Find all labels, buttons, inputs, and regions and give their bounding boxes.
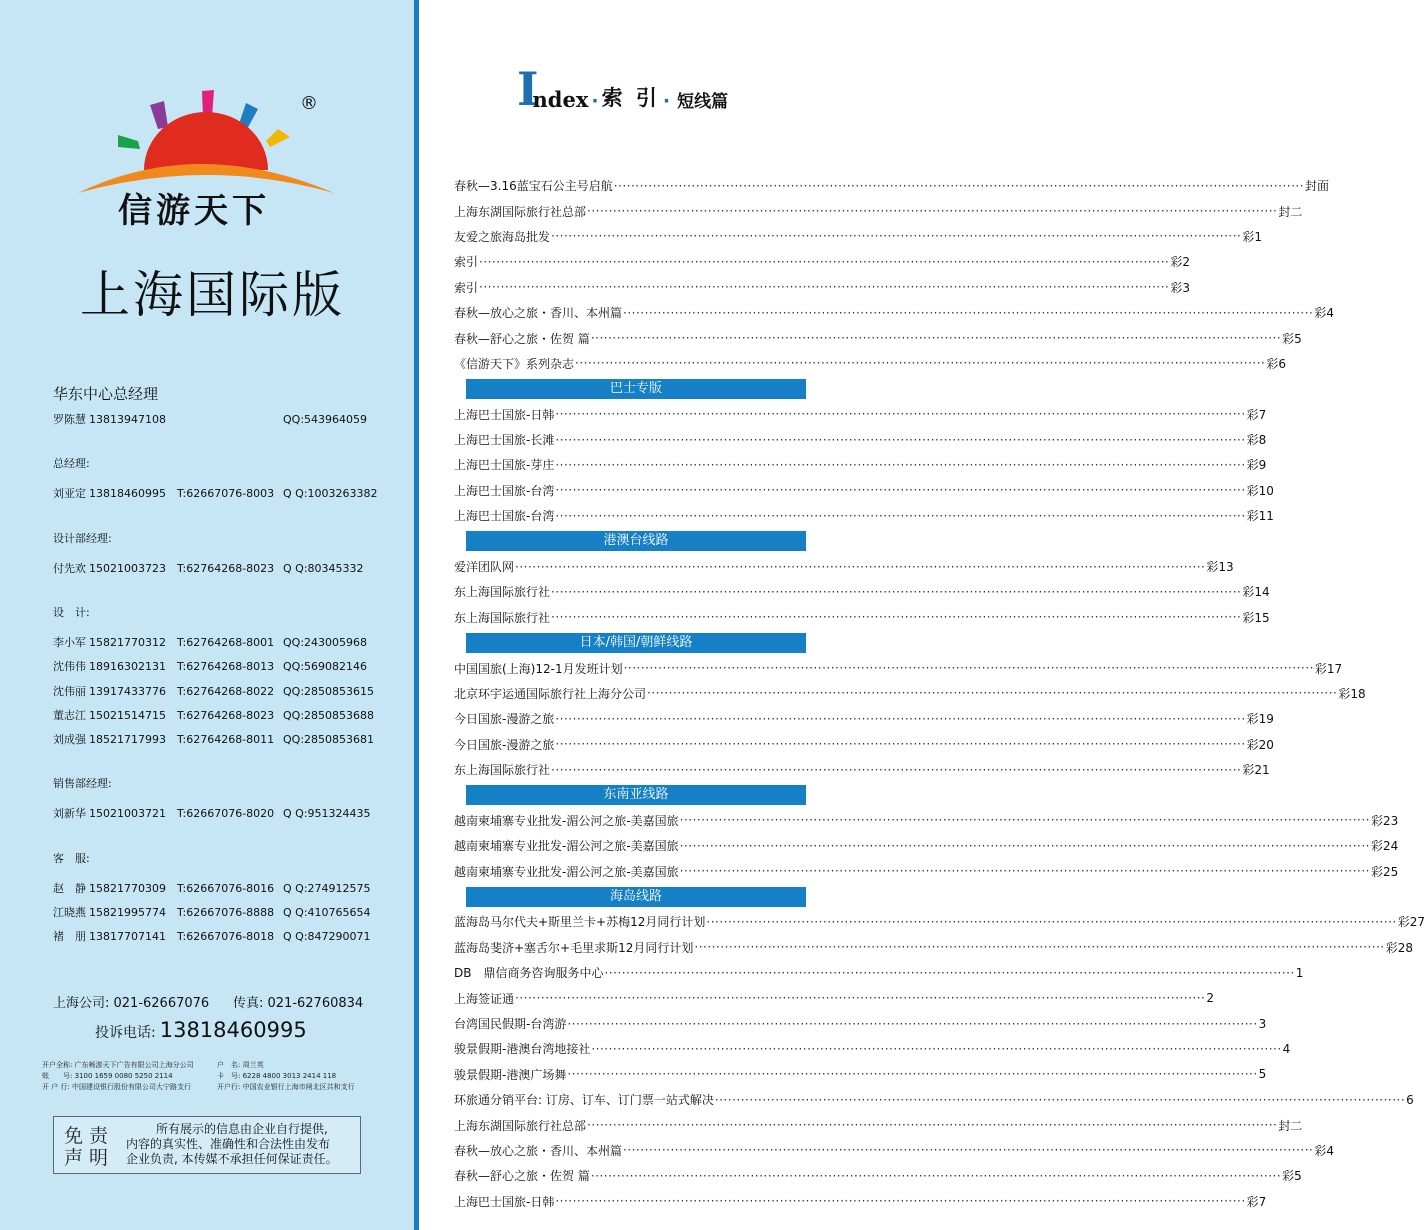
- contact-phone: 15021514715: [89, 708, 166, 722]
- contact-row: [53, 658, 367, 674]
- index-item-title: 东上海国际旅行社: [454, 610, 551, 625]
- leader-dots: ································································································································································: [555, 711, 1246, 726]
- index-item-page: 彩5: [1282, 331, 1302, 346]
- contact-row: [53, 731, 374, 747]
- index-item-title: 爱洋团队网: [454, 560, 515, 575]
- contact-row: [53, 805, 371, 821]
- contact-name: 沈伟丽: [53, 684, 86, 698]
- account-name-1: 开户全称: 广东畅游天下广告有限公司上海分公司: [42, 1061, 194, 1069]
- leader-dots: ································································································································································: [591, 1041, 1282, 1056]
- leader-dots: ································································································································································: [515, 559, 1206, 574]
- disclaimer-box: [53, 1116, 361, 1174]
- index-item-page: 封二: [1278, 204, 1303, 219]
- index-item-page: 彩10: [1246, 483, 1274, 498]
- index-item[interactable]: [454, 452, 1267, 477]
- east-manager-title: 华东中心总经理: [53, 385, 159, 403]
- index-item[interactable]: [454, 173, 1330, 198]
- registered-mark: ®: [300, 93, 318, 114]
- index-item-title: 上海签证通: [454, 991, 515, 1006]
- contact-name: 褚 朋: [53, 930, 86, 944]
- index-item-title: 春秋—放心之旅・香川、本州篇: [454, 1143, 623, 1158]
- index-item-title: DB 鼎信商务咨询服务中心: [454, 966, 604, 981]
- index-item-page: 彩20: [1246, 737, 1274, 752]
- contact-phone: 18916302131: [89, 660, 166, 674]
- leader-dots: ································································································································································: [555, 432, 1246, 447]
- index-item-page: 3: [1258, 1016, 1267, 1031]
- contact-section-heading: 销售部经理:: [53, 777, 112, 791]
- right-panel: [419, 0, 1425, 1230]
- index-item-title: 春秋—放心之旅・香川、本州篇: [454, 306, 623, 321]
- leader-dots: ································································································································································: [679, 838, 1370, 853]
- leader-dots: ································································································································································: [515, 991, 1206, 1006]
- index-item[interactable]: [454, 935, 1413, 960]
- index-item[interactable]: [454, 909, 1425, 934]
- leader-dots: ································································································································································: [587, 1118, 1278, 1133]
- index-item-title: 上海巴士国旅-台湾: [454, 483, 555, 498]
- contact-section-heading: 客 服:: [53, 851, 90, 865]
- index-item-page: 彩23: [1370, 813, 1399, 828]
- leader-dots: ································································································································································: [555, 407, 1246, 422]
- contact-row: [53, 707, 374, 723]
- index-item-title: 蓝海岛马尔代夫+斯里兰卡+苏梅12月同行计划: [454, 915, 706, 930]
- contact-row: [53, 411, 367, 427]
- leader-dots: ································································································································································: [567, 1016, 1258, 1031]
- index-item[interactable]: [454, 858, 1399, 883]
- index-item-page: 彩8: [1246, 433, 1267, 448]
- contact-row: [53, 560, 364, 576]
- leader-dots: ································································································································································: [587, 204, 1278, 219]
- header-dot-1: ·: [591, 90, 599, 112]
- index-item-page: 彩28: [1385, 940, 1413, 955]
- index-item-title: 越南柬埔寨专业批发-湄公河之旅-美嘉国旅: [454, 839, 679, 854]
- index-item[interactable]: [454, 351, 1286, 376]
- leader-dots: ································································································································································: [551, 584, 1242, 599]
- index-item-title: 上海东湖国际旅行社总部: [454, 204, 587, 219]
- index-item[interactable]: [454, 224, 1262, 249]
- index-item-page: 2: [1206, 991, 1214, 1006]
- index-item-page: 彩13: [1206, 560, 1234, 575]
- leader-dots: ································································································································································: [679, 813, 1370, 828]
- index-item-title: 春秋—舒心之旅・佐贺 篇: [454, 331, 590, 346]
- index-cn-title: 索 引: [601, 86, 660, 110]
- index-item-title: 春秋—舒心之旅・佐贺 篇: [454, 1169, 590, 1184]
- index-item[interactable]: [454, 478, 1274, 503]
- contact-phone: 13917433776: [89, 684, 166, 698]
- index-item-title: 《信游天下》系列杂志: [454, 356, 575, 371]
- index-item-page: 封面: [1305, 179, 1330, 194]
- office-phone-text: 上海公司: 021-62667076: [53, 996, 210, 1011]
- index-item-page: 彩18: [1338, 686, 1366, 701]
- contact-tel: T:62667076-8016: [177, 881, 275, 895]
- index-item-page: 彩4: [1314, 1143, 1334, 1158]
- index-item[interactable]: [454, 503, 1274, 528]
- contact-name: 刘成强: [53, 733, 86, 746]
- index-item-title: 今日国旅-漫游之旅: [454, 737, 555, 752]
- disclaimer-line-3: 企业负责, 本传媒不承担任何保证责任。: [126, 1152, 338, 1166]
- contact-name: 罗陈慧: [53, 413, 86, 426]
- leader-dots: ································································································································································: [623, 305, 1314, 320]
- disclaimer-label: 免责声明: [64, 1125, 115, 1169]
- index-item[interactable]: [454, 402, 1267, 427]
- contact-phone: 15021003721: [89, 807, 166, 821]
- contact-row: [53, 485, 378, 501]
- index-item[interactable]: [454, 554, 1234, 579]
- complaint-label: 投诉电话:: [95, 1025, 156, 1041]
- contact-row: [53, 683, 374, 699]
- index-item-title: 上海巴士国旅-日韩: [454, 1194, 555, 1209]
- contact-qq: QQ:2850853688: [283, 708, 375, 722]
- leader-dots: ································································································································································: [613, 178, 1305, 193]
- index-item[interactable]: [454, 300, 1334, 325]
- index-item-title: 台湾国民假期-台湾游: [454, 1017, 567, 1031]
- contact-section-heading: 设 计:: [53, 606, 90, 619]
- contact-name: 赵 静: [53, 881, 86, 895]
- leader-dots: ································································································································································: [479, 254, 1170, 269]
- contact-phone: 18521717993: [89, 733, 166, 746]
- contact-row: [53, 904, 371, 920]
- contact-name: 刘亚定: [53, 487, 86, 501]
- index-item-page: 4: [1282, 1041, 1291, 1056]
- index-item-page: 彩19: [1246, 712, 1274, 727]
- index-item[interactable]: [454, 833, 1399, 858]
- index-item-page: 彩3: [1170, 280, 1190, 295]
- leader-dots: ································································································································································: [706, 914, 1397, 929]
- index-item[interactable]: [454, 1036, 1291, 1061]
- contact-phone: 13813947108: [89, 413, 166, 426]
- index-item[interactable]: [454, 1087, 1414, 1112]
- leader-dots: ································································································································································: [551, 229, 1242, 244]
- account-name-2: 户 名: 周兰英: [217, 1061, 264, 1069]
- leader-dots: ································································································································································: [604, 965, 1295, 980]
- index-item[interactable]: [454, 757, 1270, 782]
- contact-tel: T:62667076-8018: [177, 930, 275, 944]
- index-item[interactable]: [454, 579, 1270, 604]
- contact-qq: QQ:2850853615: [283, 684, 375, 698]
- brand-name: 信游天下: [118, 191, 270, 231]
- bank-info: [42, 1060, 382, 1093]
- bank-1: 开 户 行: 中国建设银行股份有限公司大宁路支行: [42, 1083, 192, 1091]
- index-category-bar: 日本/韩国/朝鲜线路: [466, 633, 806, 653]
- index-item-page: 彩15: [1242, 610, 1270, 625]
- index-item-page: 彩17: [1314, 661, 1343, 676]
- index-item-title: 上海东湖国际旅行社总部: [454, 1118, 587, 1133]
- index-initial: I: [517, 62, 539, 116]
- index-item[interactable]: [454, 1062, 1267, 1087]
- leader-dots: ································································································································································: [714, 1092, 1406, 1107]
- contact-row: [53, 634, 367, 650]
- index-item[interactable]: [454, 732, 1274, 757]
- bank-2: 开户行: 中国农业银行上海市闸北区共和支行: [217, 1083, 355, 1091]
- index-category-bar: 港澳台线路: [466, 531, 806, 551]
- disclaimer-text: [126, 1122, 356, 1167]
- leader-dots: ································································································································································: [555, 483, 1246, 498]
- index-item-page: 彩14: [1242, 585, 1270, 600]
- leader-dots: ································································································································································: [551, 762, 1242, 777]
- leader-dots: ································································································································································: [555, 737, 1246, 752]
- complaint-number: 13818460995: [159, 1018, 307, 1042]
- contact-phone: 15021003723: [89, 561, 166, 575]
- contact-qq: Q Q:274912575: [283, 881, 371, 895]
- index-item-title: 上海巴士国旅-台湾: [454, 509, 555, 524]
- index-item-page: 彩2: [1170, 255, 1190, 270]
- disclaimer-line-1: 所有展示的信息由企业自行提供,: [156, 1122, 328, 1136]
- edition-title: 上海国际版: [80, 266, 345, 324]
- index-item[interactable]: [454, 1112, 1303, 1137]
- contact-tel: T:62667076-8020: [177, 807, 275, 821]
- index-item[interactable]: [454, 655, 1343, 680]
- index-item-page: 彩25: [1370, 864, 1399, 879]
- index-item-page: 彩7: [1246, 407, 1267, 422]
- index-item-title: 上海巴士国旅-长滩: [454, 433, 555, 448]
- contact-name: 付先欢: [53, 561, 86, 575]
- contact-row: [53, 880, 371, 896]
- index-item-page: 5: [1258, 1067, 1267, 1082]
- index-item[interactable]: [454, 681, 1366, 706]
- leader-dots: ································································································································································: [567, 1067, 1258, 1082]
- contact-name: 沈伟伟: [53, 660, 86, 674]
- contact-row: [53, 928, 371, 944]
- index-item[interactable]: [454, 275, 1190, 300]
- leader-dots: ································································································································································: [555, 457, 1246, 472]
- index-item-title: 东上海国际旅行社: [454, 585, 551, 600]
- contact-name: 李小军: [53, 636, 86, 650]
- index-item[interactable]: [454, 985, 1214, 1010]
- leader-dots: ································································································································································: [647, 686, 1338, 701]
- index-item-page: 彩24: [1370, 839, 1399, 854]
- leader-dots: ································································································································································: [551, 610, 1242, 625]
- index-item-title: 越南柬埔寨专业批发-湄公河之旅-美嘉国旅: [454, 864, 679, 879]
- disclaimer-line-2: 内容的真实性、准确性和合法性由发布: [126, 1137, 331, 1151]
- contact-phone: 13817707141: [89, 930, 166, 944]
- fax-number: 传真: 021-62760834: [233, 996, 364, 1011]
- index-item-title: 骏景假期-港澳广场舞: [454, 1067, 567, 1082]
- index-word: ndex: [532, 87, 589, 112]
- index-item-title: 索引: [454, 255, 479, 270]
- index-item-page: 彩6: [1266, 356, 1286, 371]
- contact-phone: 15821995774: [89, 906, 166, 919]
- index-item-page: 彩27: [1397, 915, 1425, 930]
- index-item-page: 彩11: [1246, 509, 1274, 524]
- leader-dots: ································································································································································: [555, 508, 1246, 523]
- contact-name: 董志江: [53, 708, 86, 722]
- index-item[interactable]: [454, 1011, 1267, 1036]
- header-dot-2: ·: [662, 90, 671, 112]
- contact-tel: T:62764268-8023: [177, 708, 275, 722]
- left-panel: [0, 0, 414, 1230]
- index-subtitle: 短线篇: [677, 92, 729, 112]
- index-list: [454, 173, 1425, 1214]
- index-item-title: 今日国旅-漫游之旅: [454, 712, 555, 727]
- leader-dots: ································································································································································: [623, 1143, 1314, 1158]
- index-item-page: 封二: [1278, 1118, 1303, 1133]
- index-category-bar: 海岛线路: [466, 887, 806, 907]
- leader-dots: ································································································································································: [590, 331, 1282, 346]
- contact-section-heading: 总经理:: [53, 457, 90, 471]
- index-item-title: 东上海国际旅行社: [454, 763, 551, 778]
- index-item[interactable]: [454, 706, 1274, 731]
- index-item-page: 彩1: [1242, 229, 1262, 244]
- index-item-page: 彩21: [1242, 763, 1270, 778]
- index-item[interactable]: [454, 1189, 1267, 1214]
- index-item[interactable]: [454, 249, 1190, 274]
- contact-tel: T:62667076-8003: [177, 487, 275, 501]
- complaint-phone: [95, 1018, 307, 1042]
- leader-dots: ································································································································································: [679, 864, 1370, 879]
- index-item-title: 上海巴士国旅-芽庄: [454, 458, 555, 473]
- index-item[interactable]: [454, 325, 1302, 350]
- contact-phone: 15821770312: [89, 636, 166, 650]
- index-item[interactable]: [454, 960, 1304, 985]
- contact-name: 刘新华: [53, 807, 86, 821]
- index-item[interactable]: [454, 1163, 1302, 1188]
- leader-dots: ································································································································································: [623, 661, 1314, 676]
- leader-dots: ································································································································································: [555, 1194, 1246, 1209]
- leader-dots: ································································································································································: [575, 356, 1266, 371]
- contact-phone: 15821770309: [89, 881, 166, 895]
- contact-qq: Q Q:410765654: [283, 906, 371, 919]
- contact-qq: Q Q:951324435: [283, 807, 371, 821]
- contact-qq: Q Q:80345332: [283, 561, 364, 575]
- index-item-page: 彩9: [1246, 458, 1267, 473]
- index-item-page: 彩7: [1246, 1194, 1267, 1209]
- index-item[interactable]: [454, 1138, 1334, 1163]
- account-no-1: 账 号: 3100 1659 0080 5250 2114: [42, 1072, 173, 1080]
- contact-phone: 13818460995: [89, 487, 166, 501]
- index-item-title: 友爱之旅海岛批发: [454, 229, 551, 244]
- index-item-page: 彩4: [1314, 306, 1334, 321]
- leader-dots: ································································································································································: [694, 940, 1385, 955]
- index-category-bar: 东南亚线路: [466, 785, 806, 805]
- index-item-title: 上海巴士国旅-日韩: [454, 407, 555, 422]
- contact-qq: QQ:543964059: [283, 413, 368, 426]
- index-item-title: 环旅通分销平台: 订房、订车、订门票一站式解决: [454, 1093, 714, 1108]
- contact-qq: Q Q:847290071: [283, 930, 371, 944]
- contact-tel: T:62667076-8888: [177, 906, 275, 919]
- index-item[interactable]: [454, 808, 1399, 833]
- contact-qq: QQ:2850853681: [283, 733, 375, 746]
- index-item-page: 6: [1406, 1092, 1414, 1107]
- index-item-title: 骏景假期-港澳台湾地接社: [454, 1042, 591, 1057]
- index-item-title: 中国国旅(上海)12-1月发班计划: [454, 661, 623, 676]
- index-item-title: 越南柬埔寨专业批发-湄公河之旅-美嘉国旅: [454, 813, 679, 828]
- leader-dots: ································································································································································: [479, 280, 1170, 295]
- contact-qq: Q Q:1003263382: [283, 487, 378, 501]
- contact-qq: QQ:569082146: [283, 660, 368, 674]
- contact-tel: T:62764268-8001: [177, 636, 275, 650]
- index-item-page: 彩5: [1282, 1169, 1302, 1184]
- contact-section-heading: 设计部经理:: [53, 531, 112, 545]
- contact-tel: T:62764268-8011: [177, 733, 275, 746]
- contact-tel: T:62764268-8023: [177, 561, 275, 575]
- office-phone: [53, 992, 364, 1011]
- index-item-title: 春秋—3.16蓝宝石公主号启航: [454, 179, 613, 194]
- index-item-title: 索引: [454, 280, 479, 295]
- contact-qq: QQ:243005968: [283, 636, 368, 650]
- index-header: [517, 62, 729, 116]
- contact-tel: T:62764268-8022: [177, 684, 275, 698]
- index-category-bar: 巴士专版: [466, 379, 806, 399]
- account-no-2: 卡 号: 6228 4800 3013 2414 118: [217, 1072, 337, 1080]
- index-item[interactable]: [454, 427, 1267, 452]
- contact-tel: T:62764268-8013: [177, 660, 275, 674]
- contact-name: 江晓燕: [53, 906, 86, 919]
- index-item[interactable]: [454, 605, 1270, 630]
- index-item-title: 蓝海岛斐济+塞舌尔+毛里求斯12月同行计划: [454, 940, 694, 955]
- index-item-page: 1: [1295, 965, 1304, 980]
- index-item[interactable]: [454, 198, 1303, 223]
- leader-dots: ································································································································································: [590, 1168, 1282, 1183]
- index-item-title: 北京环宇运通国际旅行社上海分公司: [454, 686, 647, 701]
